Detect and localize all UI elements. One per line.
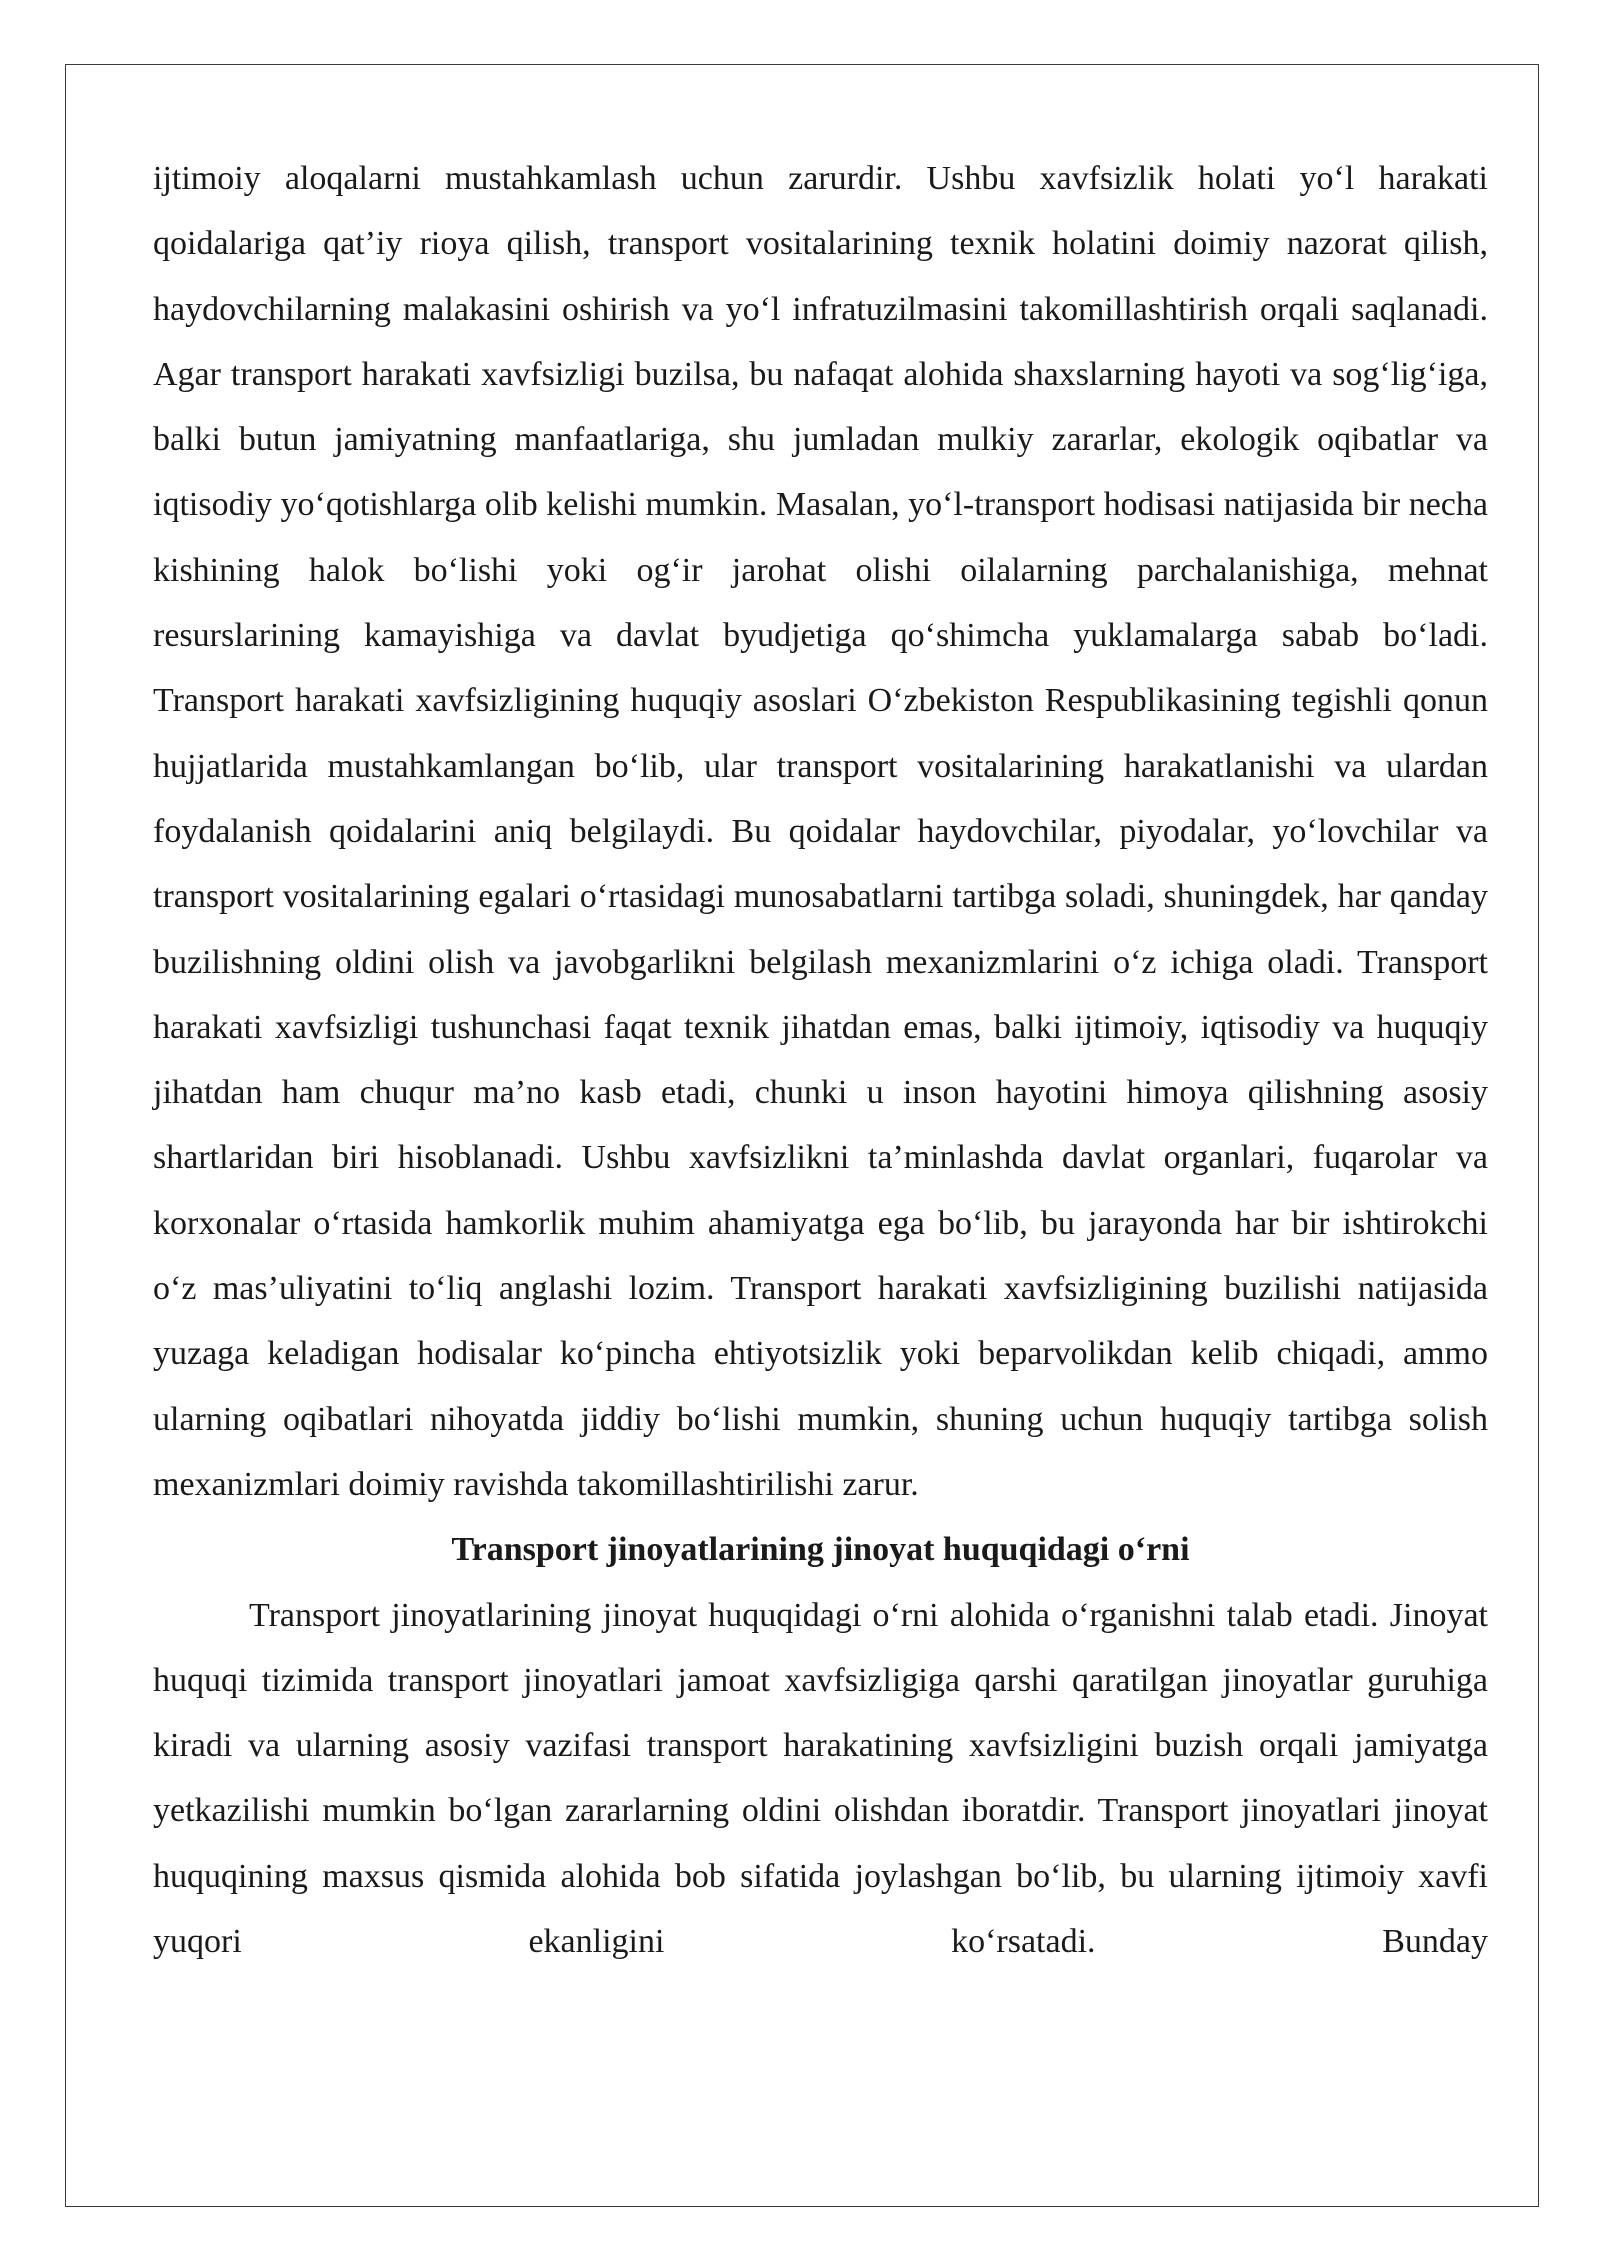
body-paragraph: ijtimoiy aloqalarni mustahkamlash uchun zarurdir. Ushbu xavfsizlik holati yo‘l harakati qoidalariga qat’iy rioya qilish, transport vositalarining texnik holatini doimiy nazorat qilish, haydovchilarning malakasini oshirish va yo‘l infratuzilmasini takomillashtirish orqali saqlanadi. Agar transport harakati xavfsizligi buzilsa, bu nafaqat alohida shaxslarning hayoti va sog‘lig‘iga, balki butun jamiyatning manfaatlariga, shu jumladan mulkiy zararlar, ekologik oqibatlar va iqtisodiy yo‘qotishlarga olib kelishi mumkin. Masalan, yo‘l-transport hodisasi natijasida bir necha kishining halok bo‘lishi yoki og‘ir jarohat olishi oilalarning parchalanishiga, mehnat resurslarining kamayishiga va davlat byudjetiga qo‘shimcha yuklamalarga sabab bo‘ladi. Transport harakati xavfsizligining huquqiy asoslari O‘zbekiston Respublikasining tegishli qonun hujjatlarida mustahkamlangan bo‘lib, ular transport vositalarining harakatlanishi va ulardan foydalanish qoidalarini aniq belgilaydi. Bu qoidalar haydovchilar, piyodalar, yo‘lovchilar va transport vositalarining egalari o‘rtasidagi munosabatlarni tartibga soladi, shuningdek, har qanday buzilishning oldini olish va javobgarlikni belgilash mexanizmlarini o‘z ichiga oladi. Transport harakati xavfsizligi tushunchasi faqat texnik jihatdan emas, balki ijtimoiy, iqtisodiy va huquqiy jihatdan ham chuqur ma’no kasb etadi, chunki u inson hayotini himoya qilishning asosiy shartlaridan biri hisoblanadi. Ushbu xavfsizlikni ta’minlashda davlat organlari, fuqarolar va korxonalar o‘rtasida hamkorlik muhim ahamiyatga ega bo‘lib, bu jarayonda har bir ishtirokchi o‘z mas’uliyatini to‘liq anglashi lozim. Transport harakati xavfsizligining buzilishi natijasida yuzaga keladigan hodisalar ko‘pincha ehtiyotsizlik yoki beparvolikdan kelib chiqadi, ammo ularning oqibatlari nihoyatda jiddiy bo‘lishi mumkin, shuning uchun huquqiy tartibga solish mexanizmlari doimiy ravishda takomillashtirilishi zarur.: [153, 160, 1488, 1503]
body-paragraph: Transport jinoyatlarining jinoyat huquqidagi o‘rni alohida o‘rganishni talab etadi. Jinoyat huquqi tizimida transport jinoyatlari jamoat xavfsizligiga qarshi qaratilgan jinoyatlar guruhiga kiradi va ularning asosiy vazifasi transport harakatining xavfsizligini buzish orqali jamiyatga yetkazilishi mumkin bo‘lgan zararlarning oldini olishdan iboratdir. Transport jinoyatlari jinoyat huquqining maxsus qismida alohida bob sifatida joylashgan bo‘lib, bu ularning ijtimoiy xavfi yuqori ekanligini ko‘rsatadi. Bunday: [153, 1596, 1488, 1961]
document-body: [153, 146, 1488, 1974]
section-heading: Transport jinoyatlarining jinoyat huquqidagi o‘rni: [451, 1531, 1190, 1569]
